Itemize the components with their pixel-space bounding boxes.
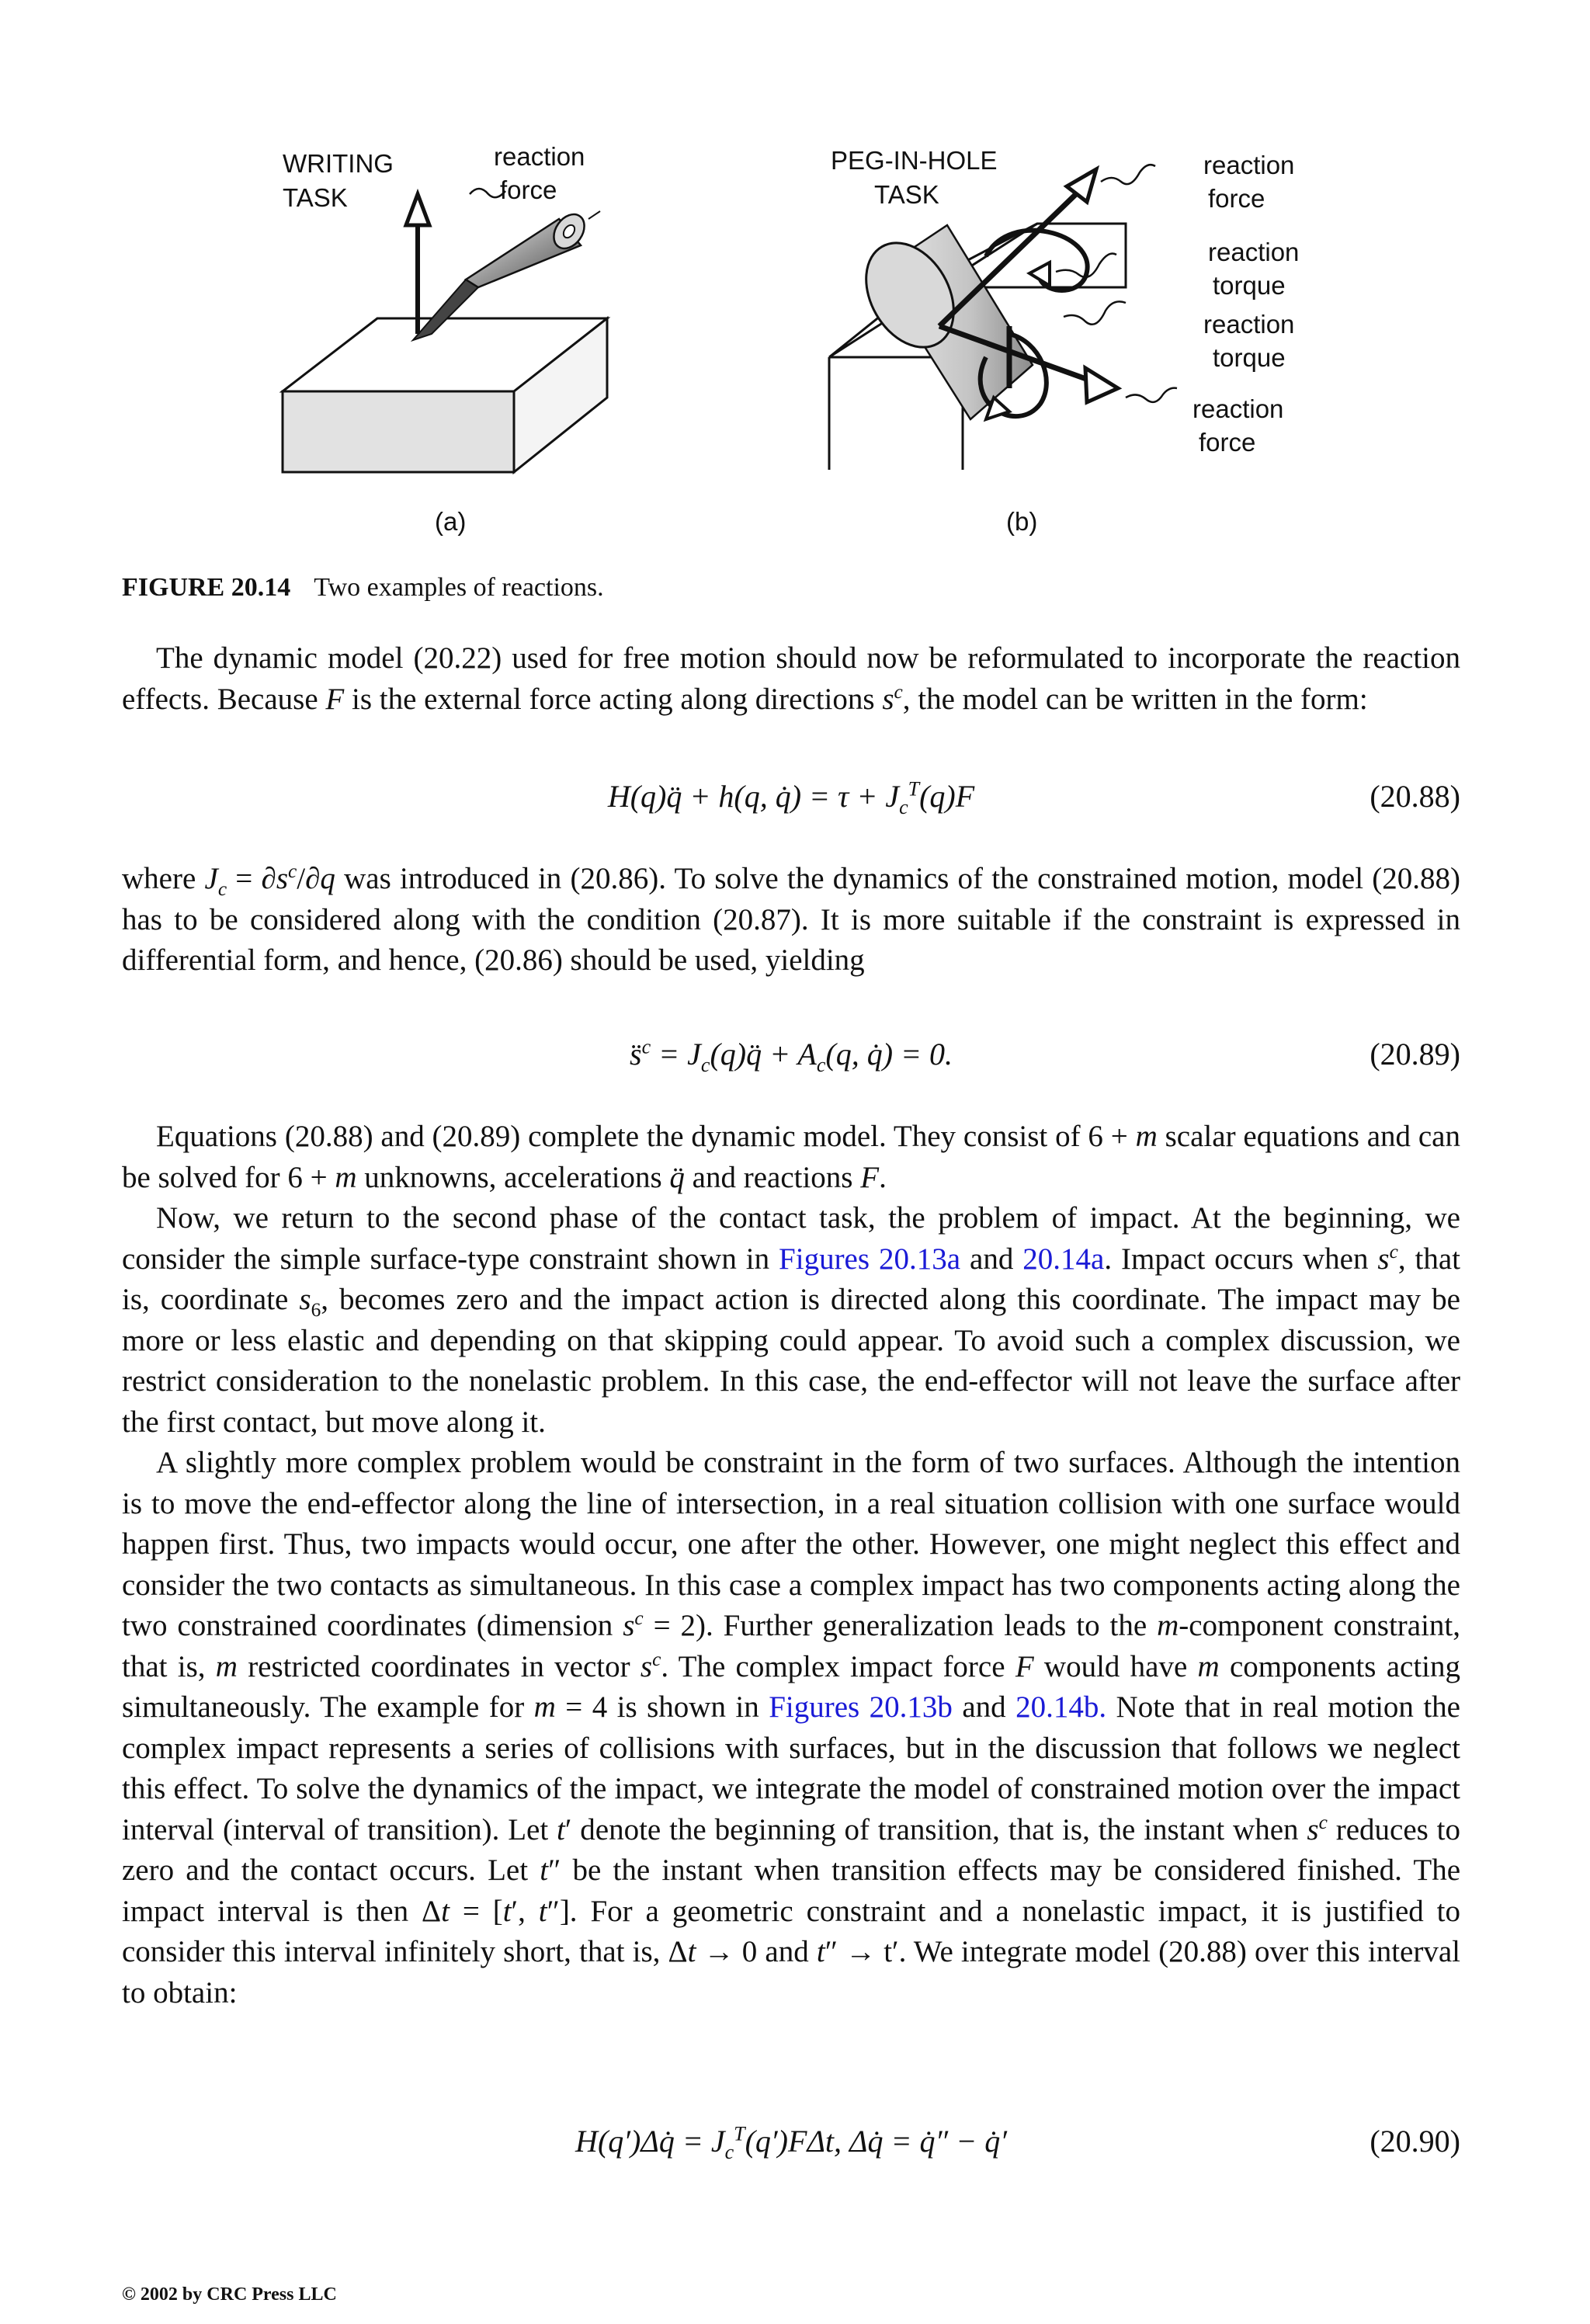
writing-task-title-2: TASK — [283, 183, 348, 212]
peg-task-title-2: TASK — [874, 180, 939, 209]
equation-number-89: (20.89) — [1370, 1037, 1460, 1072]
figure-caption-label: FIGURE 20.14 — [122, 573, 291, 602]
reaction-force-label-a-1: reaction — [494, 142, 585, 171]
equation-number-90: (20.90) — [1370, 2124, 1460, 2159]
figure-caption — [122, 573, 604, 603]
callout-1-line-1: reaction — [1203, 151, 1295, 179]
paragraph-2: where $J_c = \partial s^c/\partial q$ was introduced in (20.86). To solve the dynamics of the constrained motion, model (20.88) has to be considered along with the condition (20.87). It is more suitable if the constraint is expressed in differential form, and hence, (20.86) should be used, yielding — [122, 860, 1460, 977]
reaction-force-label-a-2: force — [500, 175, 557, 204]
writing-task-block — [283, 318, 607, 472]
reaction-force-arrowhead-bottom — [1085, 368, 1118, 402]
reaction-force-arrow-a — [406, 194, 429, 334]
callout-1-line-2: force — [1208, 184, 1265, 213]
paragraph-3: Equations (20.88) and (20.89) complete the dynamic model. They consist of 6 + m scalar equations and can be solved for 6 + m unknowns, accelerations q̈ and reactions F. Now, we return to the second phase of the contact task, the problem of impact. At the beginning, we consider the simple surface-type constraint shown in Figures 20.13a and 20.14a. Impact occurs when $s^c$, that is, coordinate $s_6$, becomes zero and the impact action is directed along this coordinate. The impact may be more or less elastic and depending on that skipping could appear. To avoid such a complex discussion, we restrict consideration to the nonelastic problem. In this case, the end-effector will not leave the surface after the first contact, but move along it. A slightly more complex problem would be constraint in the form of two surfaces. Although the intention is to move the end-effector along the line of intersection, in a real situation collision with one surface would happen first. Thus, two impacts would occur, one after the other. However, one might neglect this effect and consider the two contacts as simultaneous. In this case a complex impact has two components acting along the two constrained coordinates (dimension $s^c = 2$). Further generalization leads to the m-component constraint, that is, m restricted coordinates in vector $s^c$. The complex impact force F would have m components acting simultaneously. The example for m = 4 is shown in Figures 20.13b and 20.14b. Note that in real motion the complex impact represents a series of collisions with surfaces, but in the discussion that follows we neglect this effect. To solve the dynamics of the impact, we integrate the model of constrained motion over the impact interval (interval of transition). Let t′ denote the beginning of transition, that is, the instant when $s^c$ reduces to zero and the contact occurs. Let t″ be the instant when transition effects may be considered finished. The impact interval is then Δt = [t′, t″]. For a geometric constraint and a nonelastic impact, it is justified to consider this interval infinitely short, that is, Δt → 0 and t″ → t′. We integrate model (20.88) over this interval to obtain: — [122, 1120, 1461, 2010]
peg-task-title-1: PEG-IN-HOLE — [831, 146, 998, 175]
paragraph-1: The dynamic model (20.22) used for free motion should now be reformulated to incorporate the reaction effects. Because F is the external force acting along directions $s^c$, the model can be written in the form: — [122, 641, 1460, 716]
equation-20-89: s̈$^c$ = $J_c(q)q̈ + A_c(q$, q̇) = 0. (20.89) — [630, 1035, 1460, 1076]
figure-20-14 — [0, 0, 1590, 559]
equation-20-88: H(q)q̈ + h(q, q̇) = $\tau + J_c^T(q)F$ (20.88) — [607, 777, 1460, 818]
callout-3-line-2: torque — [1213, 343, 1286, 372]
callout-4-line-2: force — [1199, 428, 1256, 457]
link-fig-20-14b[interactable]: 20.14b. — [1015, 1690, 1107, 1724]
link-fig-20-13b[interactable]: Figures 20.13b — [769, 1690, 953, 1724]
callout-3-line-1: reaction — [1203, 310, 1295, 339]
equation-20-90: H(q′)Δq̇ = $J_c^T(q')F\Delta t$, Δq̇ = q̇″ − q̇′ (20.90) — [575, 2122, 1460, 2163]
callout-2-line-2: torque — [1213, 271, 1286, 300]
sub-label-b: (b) — [1006, 507, 1038, 536]
figure-caption-text: Two examples of reactions. — [314, 573, 604, 602]
copyright-footer: © 2002 by CRC Press LLC — [122, 2284, 337, 2305]
figure-illustration — [0, 0, 1590, 559]
sub-label-a: (a) — [435, 507, 467, 536]
link-fig-20-14a[interactable]: 20.14a — [1022, 1242, 1105, 1276]
callout-2-line-1: reaction — [1208, 238, 1300, 266]
writing-task-title-1: WRITING — [283, 149, 394, 178]
link-fig-20-13a[interactable]: Figures 20.13a — [779, 1242, 961, 1276]
equation-number-88: (20.88) — [1370, 779, 1460, 814]
callout-4-line-1: reaction — [1192, 394, 1284, 423]
